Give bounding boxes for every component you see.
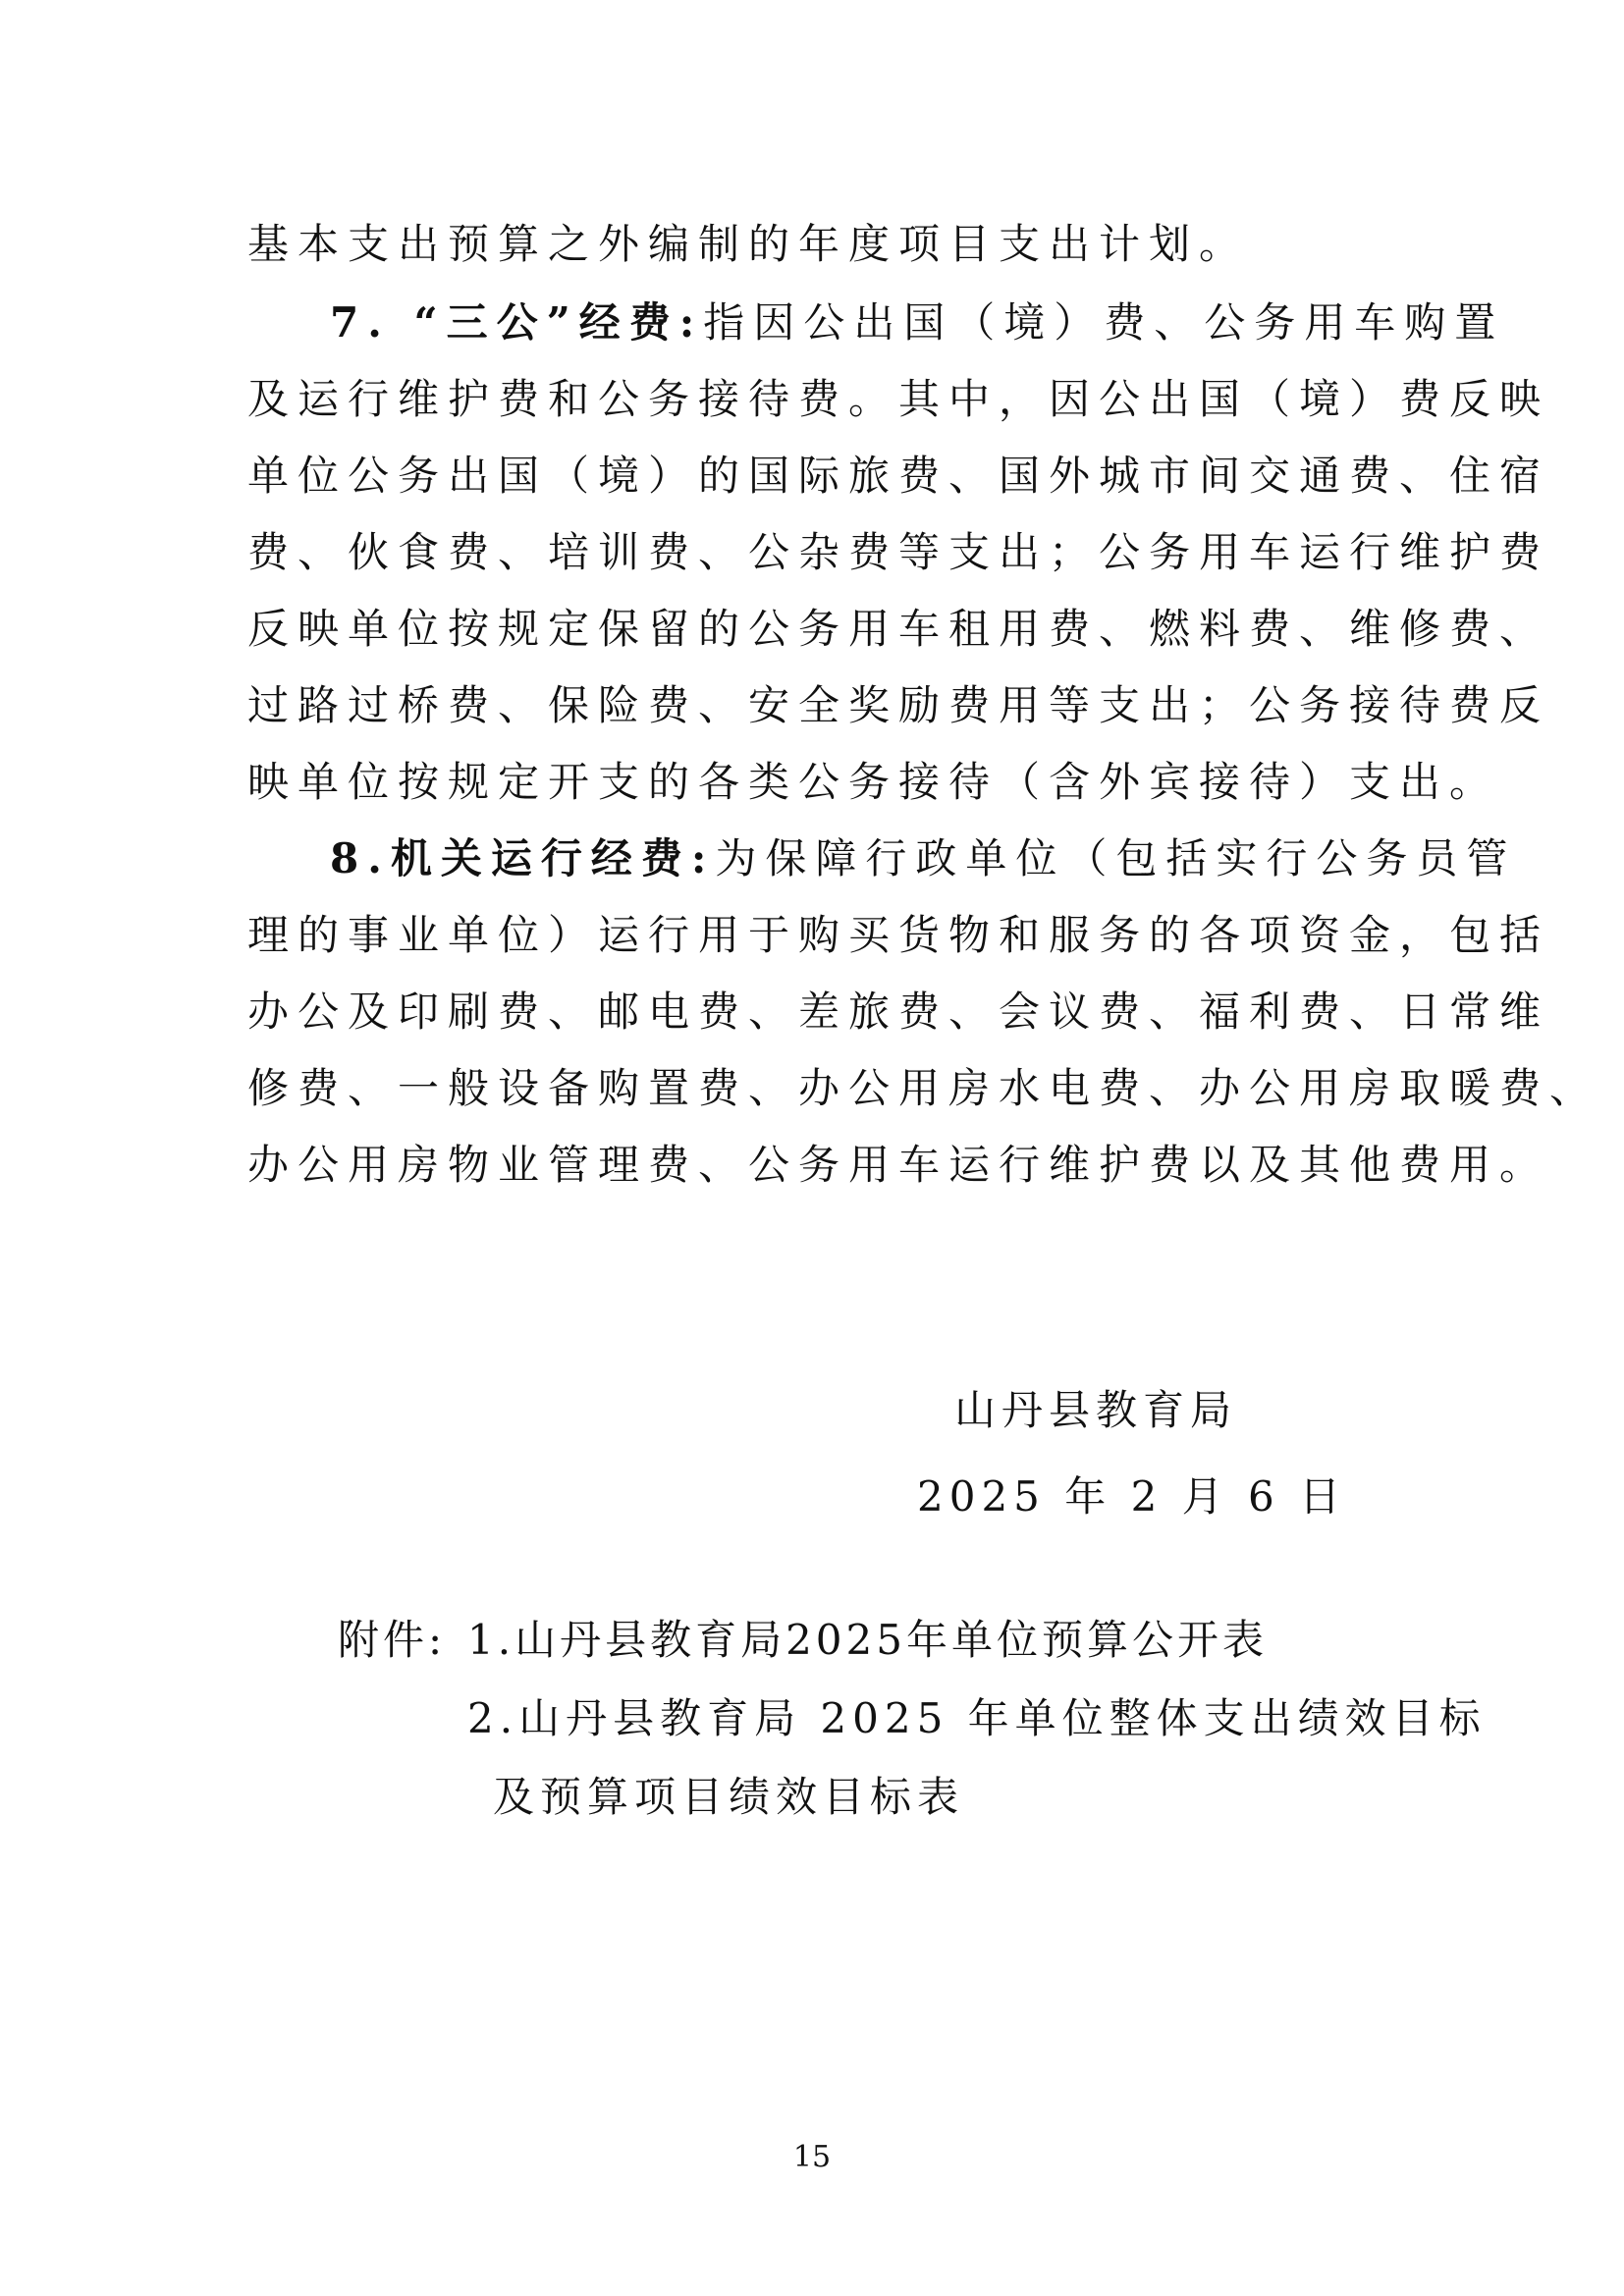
signature-org: 山丹县教育局 — [954, 1386, 1238, 1434]
paragraph-7-line-3: 单位公务出国（境）的国际旅费、国外城市间交通费、住宿 — [247, 452, 1550, 500]
paragraph-7-line-1: 7. “三公”经费:指因公出国（境）费、公务用车购置 — [330, 298, 1505, 347]
paragraph-8-line-4: 修费、一般设备购置费、办公用房水电费、办公用房取暖费、 — [247, 1064, 1600, 1112]
attachment-item-2-continued: 及预算项目绩效目标表 — [493, 1773, 965, 1821]
attachment-item-1: 1.山丹县教育局2025年单位预算公开表 — [467, 1616, 1268, 1664]
attachment-item-2: 2.山丹县教育局 2025 年单位整体支出绩效目标 — [467, 1694, 1487, 1742]
page-number: 15 — [792, 2140, 832, 2174]
paragraph-7-line-6: 过路过桥费、保险费、安全奖励费用等支出；公务接待费反 — [247, 681, 1550, 729]
paragraph-8-line-5: 办公用房物业管理费、公务用车运行维护费以及其他费用。 — [247, 1141, 1550, 1189]
signature-date: 2025 年 2 月 6 日 — [917, 1472, 1347, 1521]
paragraph-7-line-7: 映单位按规定开支的各类公务接待（含外宾接待）支出。 — [247, 758, 1500, 806]
paragraph-7-line-5: 反映单位按规定保留的公务用车租用费、燃料费、维修费、 — [247, 605, 1550, 653]
paragraph-8-line-1: 8.机关运行经费:为保障行政单位（包括实行公务员管 — [330, 834, 1517, 882]
paragraph-6-tail: 基本支出预算之外编制的年度项目支出计划。 — [247, 220, 1250, 268]
paragraph-8-line-2: 理的事业单位）运行用于购买货物和服务的各项资金，包括 — [247, 911, 1550, 959]
paragraph-8-label: 8.机关运行经费: — [330, 834, 716, 882]
attachments-label: 附件: — [338, 1616, 447, 1664]
paragraph-8-line-3: 办公及印刷费、邮电费、差旅费、会议费、福利费、日常维 — [247, 988, 1550, 1036]
paragraph-7-line-4: 费、伙食费、培训费、公杂费等支出；公务用车运行维护费 — [247, 528, 1550, 576]
paragraph-7-label: 7. “三公”经费: — [330, 298, 704, 347]
paragraph-7-line-2: 及运行维护费和公务接待费。其中，因公出国（境）费反映 — [247, 375, 1550, 423]
